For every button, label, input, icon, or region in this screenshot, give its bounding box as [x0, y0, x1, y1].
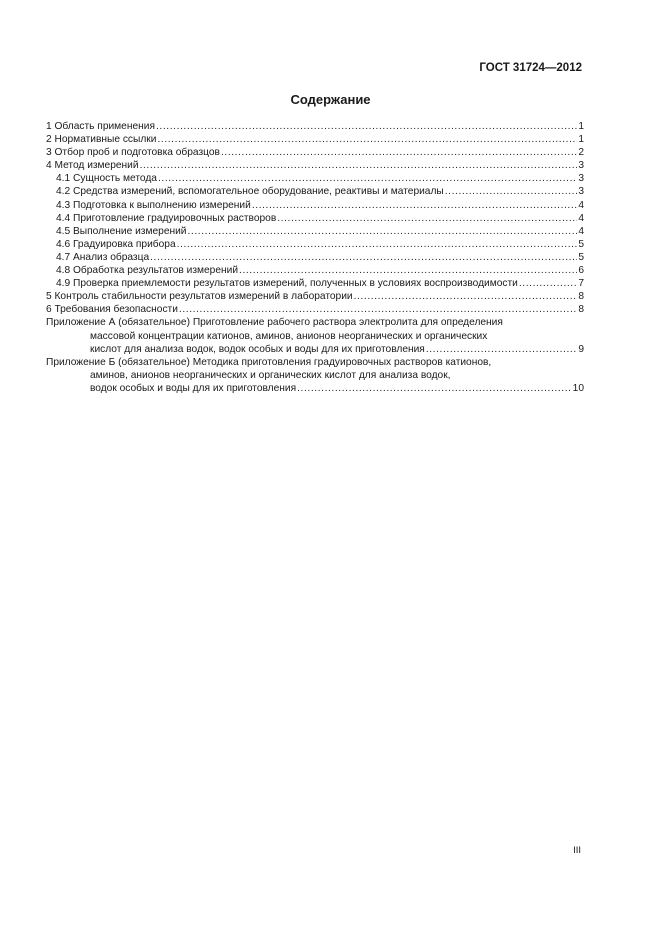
toc-entry-label: 6 Требования безопасности — [46, 304, 178, 316]
appendix-b-line-1: Приложение Б (обязательное) Методика приготовления градуировочных растворов катионов, — [46, 356, 492, 368]
toc-entry-label: 4.8 Обработка результатов измерений — [56, 265, 239, 277]
toc-appendix-b[interactable] — [46, 356, 584, 395]
toc-entry-label: 3 Отбор проб и подготовка образцов — [46, 147, 220, 159]
dot-leader — [239, 264, 577, 277]
dot-leader — [277, 212, 577, 225]
toc-page-number: 1 — [578, 134, 584, 146]
toc-appendix-a[interactable] — [46, 316, 584, 355]
toc-page-number: 6 — [578, 265, 584, 277]
toc-entry[interactable] — [46, 199, 584, 212]
toc-entry-label: 4.1 Сущность метода — [56, 173, 157, 185]
toc-entry-label: 4 Метод измерений — [46, 160, 139, 172]
toc-page-number: 3 — [578, 186, 584, 198]
dot-leader — [426, 343, 578, 356]
dot-leader — [297, 382, 572, 395]
toc-entry[interactable] — [46, 303, 584, 316]
toc-page-number: 4 — [578, 212, 584, 224]
toc-page-number: 2 — [578, 147, 584, 159]
toc-page-number: 8 — [578, 291, 584, 303]
toc-entry-label: 4.2 Средства измерений, вспомогательное оборудование, реактивы и материалы — [56, 186, 444, 198]
toc-entry[interactable] — [46, 251, 584, 264]
toc-entry[interactable] — [46, 277, 584, 290]
dot-leader — [445, 185, 578, 198]
appendix-b-line-2: аминов, анионов неорганических и органических кислот для анализа водок, — [90, 369, 451, 381]
toc-entry[interactable] — [46, 185, 584, 198]
dot-leader — [188, 225, 578, 238]
dot-leader — [157, 133, 577, 146]
dot-leader — [177, 238, 578, 251]
toc-page-number: 5 — [578, 251, 584, 263]
dot-leader — [150, 251, 577, 264]
appendix-a-line-2: массовой концентрации катионов, аминов, анионов неорганических и органических — [90, 330, 488, 342]
dot-leader — [354, 290, 578, 303]
toc-entry[interactable] — [46, 172, 584, 185]
toc-page-number: 9 — [578, 343, 584, 355]
toc-page-number: 3 — [578, 173, 584, 185]
toc-entry[interactable] — [46, 212, 584, 225]
page-number-roman: III — [573, 845, 581, 856]
toc-entry-label: 4.6 Градуировка прибора — [56, 238, 176, 250]
toc-entry[interactable] — [46, 146, 584, 159]
toc-entry-label: 4.9 Проверка приемлемости результатов измерений, полученных в условиях воспроизводимости — [56, 278, 518, 290]
toc-entry-label: 4.7 Анализ образца — [56, 251, 150, 263]
toc-entry[interactable] — [46, 120, 584, 133]
dot-leader — [519, 277, 577, 290]
dot-leader — [252, 199, 578, 212]
toc-entry[interactable] — [46, 225, 584, 238]
toc-entry-label: 1 Область применения — [46, 121, 155, 132]
appendix-a-line-1: Приложение А (обязательное) Приготовление рабочего раствора электролита для определения — [46, 317, 503, 329]
toc-page-number: 4 — [578, 225, 584, 237]
dot-leader — [221, 146, 577, 159]
document-code: ГОСТ 31724—2012 — [479, 62, 582, 74]
toc-entry-label: 4.4 Приготовление градуировочных растворов — [56, 212, 277, 224]
toc-page-number: 8 — [578, 304, 584, 316]
appendix-a-line-3: кислот для анализа водок, водок особых и воды для их приготовления — [90, 343, 425, 355]
toc-title: Содержание — [290, 92, 371, 107]
table-of-contents — [46, 120, 584, 395]
toc-entry[interactable] — [46, 238, 584, 251]
dot-leader — [156, 120, 577, 133]
dot-leader — [158, 172, 577, 185]
dot-leader — [179, 303, 577, 316]
toc-page-number: 1 — [578, 121, 584, 132]
toc-page-number: 7 — [578, 278, 584, 290]
toc-entry-label: 5 Контроль стабильности результатов измерений в лаборатории — [46, 291, 353, 303]
toc-entry-label: 2 Нормативные ссылки — [46, 134, 157, 146]
dot-leader — [140, 159, 578, 172]
toc-entry[interactable] — [46, 159, 584, 172]
toc-page-number: 5 — [578, 238, 584, 250]
toc-page-number: 10 — [572, 382, 584, 394]
appendix-b-line-3: водок особых и воды для их приготовления — [90, 382, 297, 394]
toc-entry[interactable] — [46, 133, 584, 146]
toc-entry-label: 4.3 Подготовка к выполнению измерений — [56, 199, 251, 211]
toc-page-number: 4 — [578, 199, 584, 211]
toc-page-number: 3 — [578, 160, 584, 172]
toc-entry[interactable] — [46, 264, 584, 277]
toc-entry[interactable] — [46, 290, 584, 303]
toc-entry-label: 4.5 Выполнение измерений — [56, 225, 187, 237]
